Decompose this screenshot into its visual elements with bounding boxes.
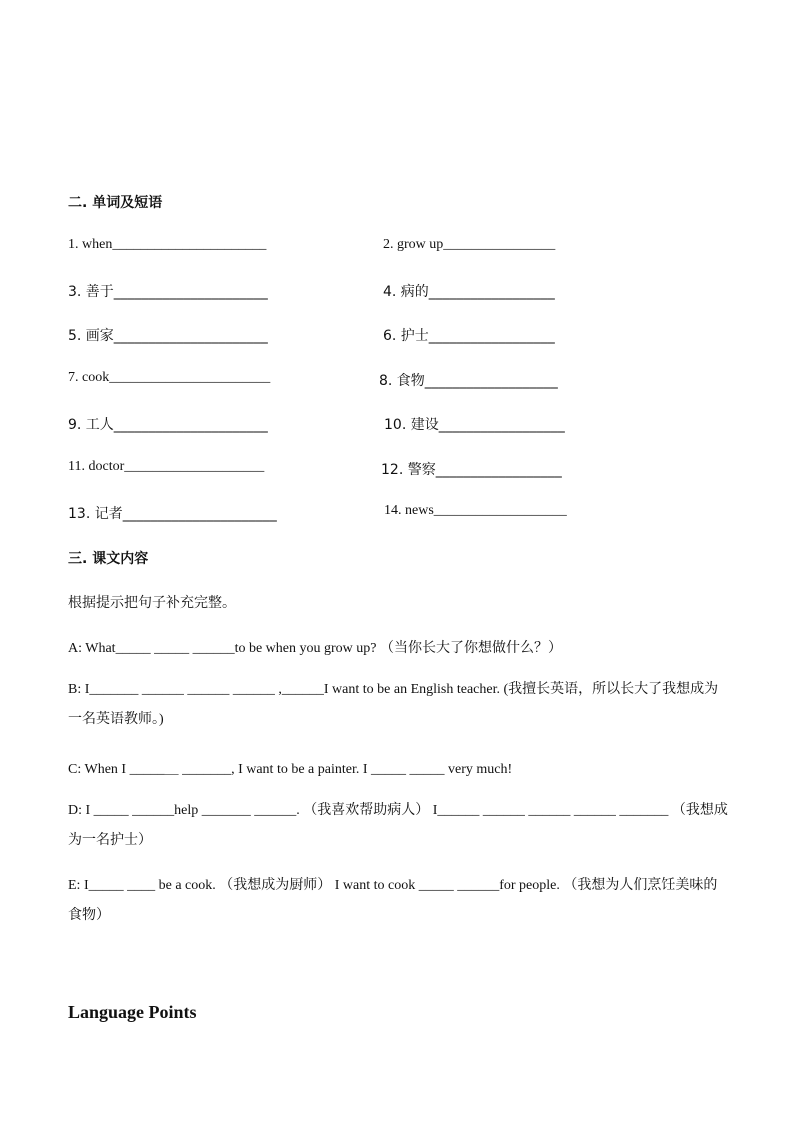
vocab-item-3: 3. 善于______________________ <box>68 284 268 300</box>
vocab-item-8: 8. 食物___________________ <box>379 373 558 389</box>
section-3-instruction: 根据提示把句子补充完整。 <box>68 595 236 611</box>
vocab-item-4: 4. 病的__________________ <box>383 284 555 300</box>
vocab-item-13: 13. 记者______________________ <box>68 506 277 522</box>
section-3-heading: 三. 课文内容 <box>68 551 149 567</box>
sentence-a: A: What_____ _____ ______to be when you grow up? （当你长大了你想做什么？） <box>68 641 562 656</box>
vocab-item-11: 11. doctor____________________ <box>68 459 265 474</box>
vocab-item-2: 2. grow up________________ <box>383 237 556 252</box>
sentence-c: C: When I _____＿ _______, I want to be a painter. I _____ _____ very much! <box>68 762 513 777</box>
language-points-heading: Language Points <box>68 1002 197 1022</box>
sentence-e: E: I_____ ____ be a cook. （我想成为厨师） I want to cook _____ ______for people. （我想为人们烹饪美味的食物） <box>68 878 718 923</box>
vocab-item-9: 9. 工人______________________ <box>68 417 268 433</box>
vocab-item-6: 6. 护士__________________ <box>383 328 555 344</box>
vocab-item-12: 12. 警察__________________ <box>381 462 562 478</box>
section-2-heading: 二. 单词及短语 <box>68 195 163 211</box>
vocab-item-1: 1. when______________________ <box>68 237 267 252</box>
sentence-b: B: I_______ ______ ______ ______ ,______I want to be an English teacher. (我擅长英语，所以长大了我想成为一名英语教师。) <box>68 682 719 727</box>
sentence-d: D: I _____ ______help _______ ______. （我喜欢帮助病人） I______ ______ ______ ______ _______ （我想成为一名护士） <box>68 803 728 848</box>
vocab-item-5: 5. 画家______________________ <box>68 328 268 344</box>
vocab-item-7: 7. cook_______________________ <box>68 370 271 385</box>
vocab-item-10: 10. 建设__________________ <box>384 417 565 433</box>
vocab-item-14: 14. news___________________ <box>384 503 567 518</box>
